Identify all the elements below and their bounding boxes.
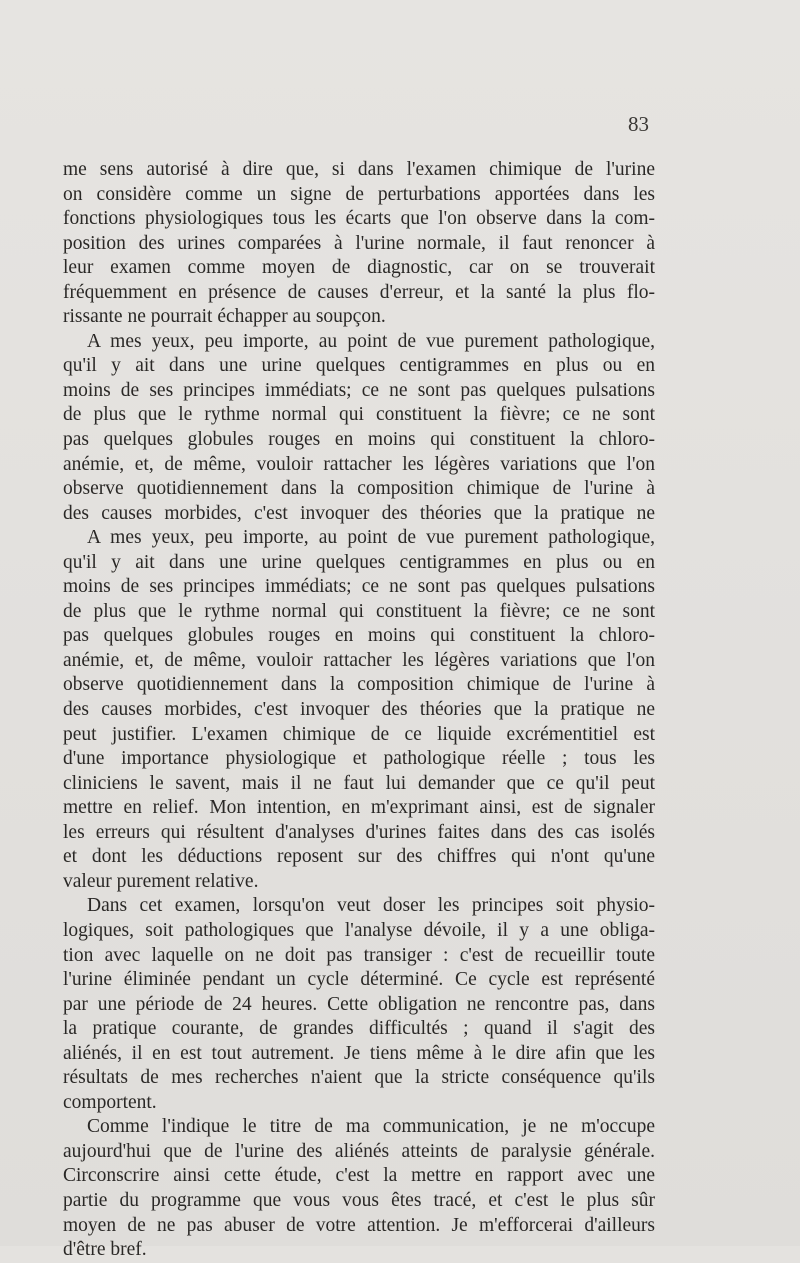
- text-line: fréquemment en présence de causes d'erreur, et la santé la plus flo-: [63, 281, 655, 303]
- text-line: position des urines comparées à l'urine normale, il faut renoncer à: [63, 232, 655, 254]
- text-line: moins de ses principes immédiats; ce ne sont pas quelques pulsations: [63, 379, 655, 401]
- text-line: comportent.: [63, 1091, 157, 1113]
- text-line: de plus que le rythme normal qui constituent la fièvre; ce ne sont: [63, 404, 655, 426]
- text-line: observe quotidiennement dans la composition chimique de l'urine à: [63, 478, 655, 500]
- text-line: cliniciens le savent, mais il ne faut lui demander que ce qu'il peut: [63, 772, 655, 794]
- text-line: des causes morbides, c'est invoquer des théories que la pratique ne: [63, 502, 655, 524]
- text-line: Comme l'indique le titre de ma communication, je ne m'occupe: [87, 1116, 655, 1138]
- text-line: de plus que le rythme normal qui constituent la fièvre; ce ne sont: [63, 600, 655, 622]
- text-line: et dont les déductions reposent sur des chiffres qui n'ont qu'une: [63, 846, 655, 868]
- text-line: la pratique courante, de grandes difficultés ; quand il s'agit des: [63, 1018, 655, 1040]
- body-text: [63, 158, 655, 1263]
- text-line: d'une importance physiologique et pathologique réelle ; tous les: [63, 748, 655, 770]
- text-line: fonctions physiologiques tous les écarts que l'on observe dans la com-: [63, 208, 655, 230]
- text-line: partie du programme que vous vous êtes tracé, et c'est le plus sûr: [63, 1189, 655, 1211]
- text-line: valeur purement relative.: [63, 870, 259, 892]
- text-line: d'être bref.: [63, 1239, 147, 1261]
- page-number: 83: [628, 112, 649, 136]
- text-line: Dans cet examen, lorsqu'on veut doser les principes soit physio-: [87, 895, 655, 917]
- text-line: anémie, et, de même, vouloir rattacher les légères variations que l'on: [63, 649, 655, 671]
- text-line: tion avec laquelle on ne doit pas transiger : c'est de recueillir toute: [63, 944, 655, 966]
- text-line: moyen de ne pas abuser de votre attention. Je m'efforcerai d'ailleurs: [63, 1214, 655, 1236]
- text-line: moins de ses principes immédiats; ce ne sont pas quelques pulsations: [63, 576, 655, 598]
- text-line: anémie, et, de même, vouloir rattacher les légères variations que l'on: [63, 453, 655, 475]
- text-line: rissante ne pourrait échapper au soupçon.: [63, 306, 386, 328]
- text-line: pas quelques globules rouges en moins qui constituent la chloro-: [63, 429, 655, 451]
- text-line: A mes yeux, peu importe, au point de vue purement pathologique,: [87, 527, 655, 549]
- text-line: leur examen comme moyen de diagnostic, car on se trouverait: [63, 257, 655, 279]
- text-line: Circonscrire ainsi cette étude, c'est la mettre en rapport avec une: [63, 1165, 655, 1187]
- text-line: A mes yeux, peu importe, au point de vue purement pathologique,: [87, 330, 655, 352]
- text-line: des causes morbides, c'est invoquer des théories que la pratique ne: [63, 699, 655, 721]
- text-line: peut justifier. L'examen chimique de ce liquide excrémentitiel est: [63, 723, 655, 745]
- text-line: observe quotidiennement dans la composition chimique de l'urine à: [63, 674, 655, 696]
- text-line: on considère comme un signe de perturbations apportées dans les: [63, 183, 655, 205]
- text-line: pas quelques globules rouges en moins qui constituent la chloro-: [63, 625, 655, 647]
- text-line: aliénés, il en est tout autrement. Je tiens même à le dire afin que les: [63, 1042, 655, 1064]
- text-line: aujourd'hui que de l'urine des aliénés atteints de paralysie générale.: [63, 1140, 655, 1162]
- text-line: me sens autorisé à dire que, si dans l'examen chimique de l'urine: [63, 159, 655, 180]
- text-line: mettre en relief. Mon intention, en m'exprimant ainsi, est de signaler: [63, 797, 655, 819]
- text-line: résultats de mes recherches n'aient que la stricte conséquence qu'ils: [63, 1067, 655, 1089]
- text-line: les erreurs qui résultent d'analyses d'urines faites dans des cas isolés: [63, 821, 655, 843]
- text-line: qu'il y ait dans une urine quelques centigrammes en plus ou en: [63, 355, 655, 377]
- text-line: l'urine éliminée pendant un cycle déterminé. Ce cycle est représenté: [63, 969, 655, 991]
- text-line: par une période de 24 heures. Cette obligation ne rencontre pas, dans: [63, 993, 655, 1015]
- text-line: logiques, soit pathologiques que l'analyse dévoile, il y a une obliga-: [63, 919, 655, 941]
- text-line: qu'il y ait dans une urine quelques centigrammes en plus ou en: [63, 551, 655, 573]
